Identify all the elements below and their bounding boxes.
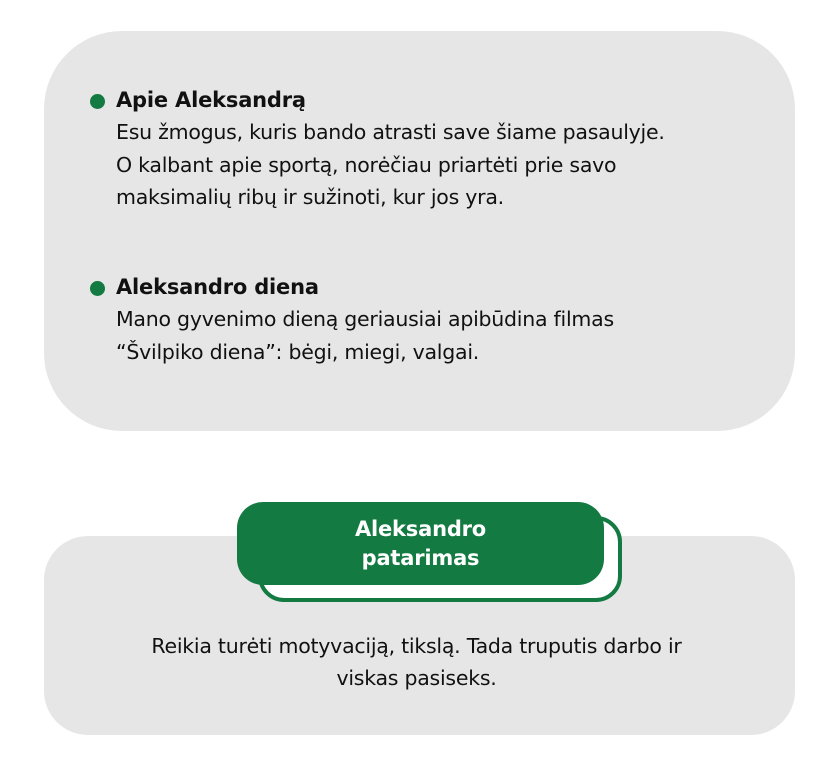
tip-badge-label: Aleksandro patarimas <box>354 516 487 570</box>
about-header <box>44 84 795 116</box>
about-text: Esu žmogus, kuris bando atrasti save šiame pasaulyje. O kalbant apie sportą, norėčiau priartėti prie savo maksimalių ribų ir sužinoti, kur jos yra. <box>116 120 665 209</box>
tip-badge <box>237 502 604 585</box>
day-title: Aleksandro diena <box>116 275 319 299</box>
day-section <box>44 271 795 364</box>
bullet-dot-icon <box>90 281 105 296</box>
profile-info-card <box>44 31 795 431</box>
day-text: Mano gyvenimo dieną geriausiai apibūdina filmas “Švilpiko diena”: bėgi, miegi, valgai. <box>116 307 614 364</box>
tip-text: Reikia turėti motyvaciją, tikslą. Tada truputis darbo ir viskas pasiseks. <box>151 634 682 690</box>
day-header <box>44 271 795 303</box>
bullet-dot-icon <box>90 94 105 109</box>
about-section <box>44 84 795 209</box>
about-title: Apie Aleksandrą <box>116 88 306 112</box>
